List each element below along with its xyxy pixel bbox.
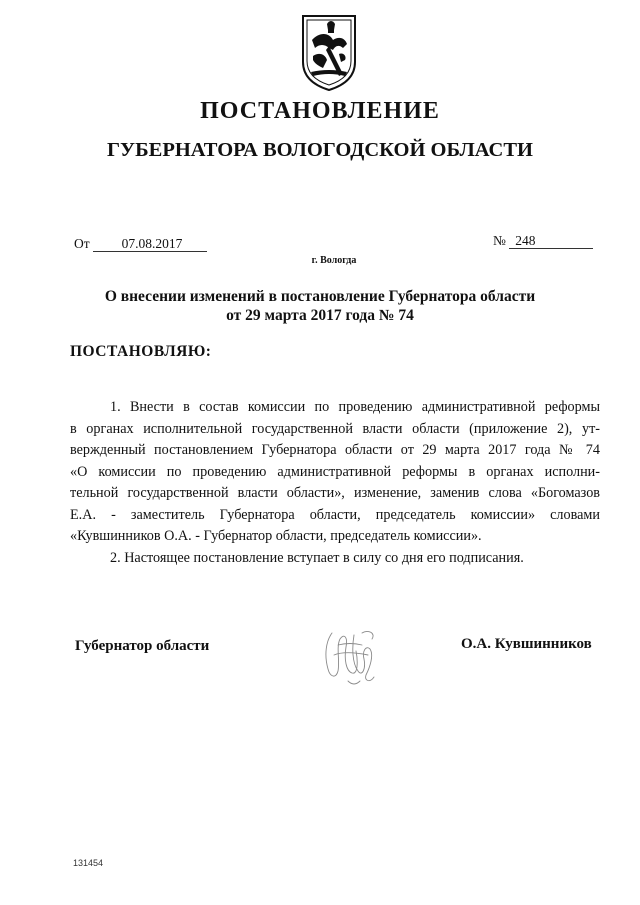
paragraph-1-line: тельной государственной власти области», изменение, заменив слова «Богомазов [70, 485, 600, 501]
heading-line-1: О внесении изменений в постановление Губернатора области [104, 288, 536, 305]
date-field [74, 236, 207, 252]
paragraph-2: 2. Настоящее постановление вступает в силу со дня его подписания. [110, 549, 524, 566]
decree-heading [0, 287, 640, 325]
number-prefix: № [493, 233, 506, 248]
document-code: 131454 [73, 858, 104, 868]
paragraph-1-line: в органах исполнительной государственной власти области (приложение 2), ут- [70, 420, 600, 437]
number-value: 248 [509, 233, 593, 249]
number-field [493, 233, 593, 249]
paragraph-1-line: «Кувшинников О.А. - Губернатор области, председатель комиссии». [70, 528, 482, 544]
paragraph-1-line: Е.А. - заместитель Губернатора области, председатель комиссии» словами [70, 506, 600, 523]
paragraph-1-line: 1. Внести в состав комиссии по проведению административной реформы [110, 399, 600, 415]
signatory-name: О.А. Кувшинников [461, 636, 592, 652]
paragraph-1-line: вержденный постановлением Губернатора области от 29 марта 2017 года № 74 [70, 442, 600, 458]
city-label: г. Вологда [311, 255, 357, 266]
coat-of-arms-icon [299, 10, 359, 92]
handwritten-signature [318, 625, 390, 687]
date-prefix: От [74, 236, 90, 251]
heading-line-2: от 29 марта 2017 года № 74 [226, 307, 414, 324]
signatory-title: Губернатор области [75, 638, 210, 654]
decree-word: ПОСТАНОВЛЯЮ: [70, 343, 212, 360]
paragraph-1-line: «О комиссии по проведению административной реформы в органах исполни- [70, 463, 600, 480]
decree-body [70, 397, 600, 569]
document-title: ПОСТАНОВЛЕНИЕ [200, 98, 440, 124]
document-subtitle: ГУБЕРНАТОРА ВОЛОГОДСКОЙ ОБЛАСТИ [107, 139, 533, 161]
date-value: 07.08.2017 [93, 236, 207, 252]
